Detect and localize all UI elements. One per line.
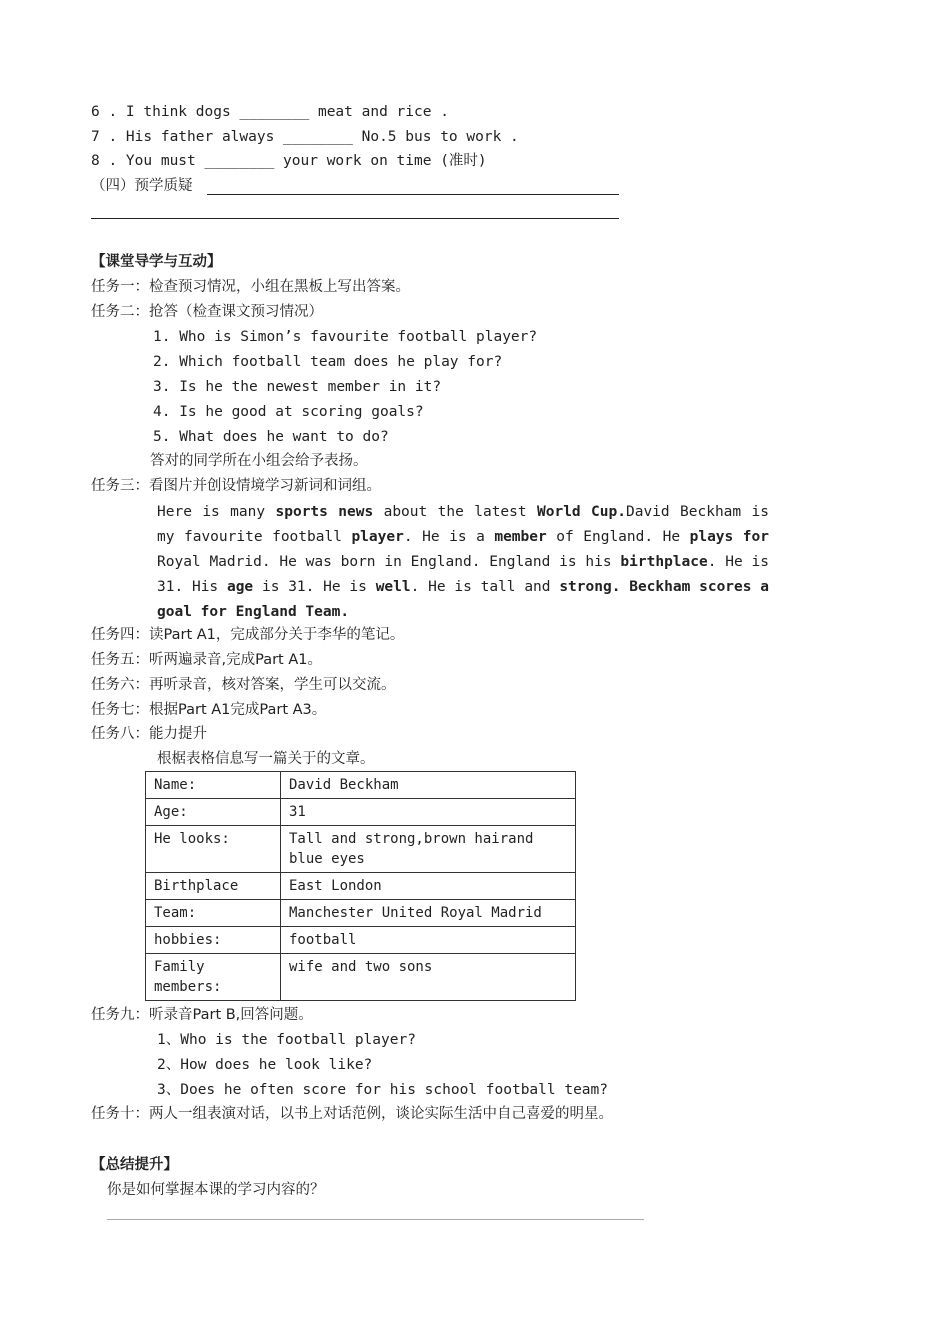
table-row xyxy=(146,954,576,1001)
task-5: 任务五：听两遍录音,完成Part A1。 xyxy=(91,652,322,668)
paragraph-text: about the latest xyxy=(373,504,538,520)
key-phrase: Beckham scores a goal for England Team. xyxy=(157,579,770,620)
table-key: Family members: xyxy=(146,954,281,1001)
exercise-6: 6 . I think dogs ________ meat and rice . xyxy=(91,104,449,120)
paragraph-text xyxy=(620,579,629,595)
table-key: hobbies: xyxy=(146,927,281,954)
task-10: 任务十：两人一组表演对话，以书上对话范例，谈论实际生活中自己喜爱的明星。 xyxy=(91,1106,613,1122)
task-9: 任务九：听录音Part B,回答问题。 xyxy=(91,1007,313,1023)
key-phrase: member xyxy=(494,529,547,545)
answer-line xyxy=(91,218,619,219)
table-row xyxy=(146,826,576,873)
key-phrase: strong. xyxy=(559,579,621,595)
paragraph-text: Here is many xyxy=(157,504,276,520)
class-section-title: 【课堂导学与互动】 xyxy=(91,254,222,270)
key-phrase: player xyxy=(351,529,404,545)
key-phrase: age xyxy=(226,579,254,595)
key-phrase: birthplace xyxy=(620,554,708,570)
paragraph-text: of England. He xyxy=(546,529,690,545)
task2-question: 2. Which football team does he play for? xyxy=(153,354,503,370)
table-value: 31 xyxy=(281,799,576,826)
paragraph-text: . He is 31. His xyxy=(157,554,769,595)
info-table xyxy=(145,771,576,1001)
table-key: Birthplace xyxy=(146,873,281,900)
task2-question: 4. Is he good at scoring goals? xyxy=(153,404,424,420)
summary-title: 【总结提升】 xyxy=(91,1157,178,1173)
key-phrase: well xyxy=(375,579,411,595)
task-2: 任务二：抢答（检查课文预习情况） xyxy=(91,304,323,320)
task2-question: 3. Is he the newest member in it? xyxy=(153,379,442,395)
paragraph-text: . He is tall and xyxy=(410,579,560,595)
table-row xyxy=(146,900,576,927)
table-value: Manchester United Royal Madrid xyxy=(281,900,576,927)
table-key: He looks: xyxy=(146,826,281,873)
table-value: football xyxy=(281,927,576,954)
table-row xyxy=(146,873,576,900)
answer-line xyxy=(207,194,619,195)
task9-question: 3、Does he often score for his school football team? xyxy=(157,1082,608,1098)
task-3: 任务三：看图片并创设情境学习新词和词组。 xyxy=(91,478,381,494)
task-4: 任务四：读Part A1，完成部分关于李华的笔记。 xyxy=(91,627,405,643)
paragraph-text: David Beckham is my favourite football xyxy=(157,504,769,545)
task-1: 任务一：检查预习情况，小组在黑板上写出答案。 xyxy=(91,279,410,295)
summary-question: 你是如何掌握本课的学习内容的？ xyxy=(107,1182,325,1198)
paragraph-text: Royal Madrid. He was born in England. England is his xyxy=(157,554,621,570)
table-key: Team: xyxy=(146,900,281,927)
key-phrase: plays for xyxy=(689,529,769,545)
table-value: East London xyxy=(281,873,576,900)
task3-paragraph xyxy=(157,500,769,625)
task2-note: 答对的同学所在小组会给予表扬。 xyxy=(150,453,368,469)
task2-question: 5. What does he want to do? xyxy=(153,429,389,445)
task9-question: 2、How does he look like? xyxy=(157,1057,373,1073)
answer-line xyxy=(107,1219,644,1220)
table-row xyxy=(146,799,576,826)
task-6: 任务六：再听录音，核对答案，学生可以交流。 xyxy=(91,677,396,693)
task9-question: 1、Who is the football player? xyxy=(157,1032,416,1048)
paragraph-text: is 31. He is xyxy=(253,579,376,595)
key-phrase: World Cup. xyxy=(537,504,626,520)
task8-instruction: 根椐表格信息写一篇关于的文章。 xyxy=(157,751,375,767)
exercise-7: 7 . His father always ________ No.5 bus to work . xyxy=(91,129,519,145)
table-value: Tall and strong,brown hairand blue eyes xyxy=(281,826,576,873)
key-phrase: sports news xyxy=(275,504,374,520)
table-key: Age: xyxy=(146,799,281,826)
paragraph-text: . He is a xyxy=(403,529,495,545)
table-row xyxy=(146,927,576,954)
task2-question: 1. Who is Simon’s favourite football player? xyxy=(153,329,538,345)
preview-question-label: （四）预学质疑 xyxy=(91,178,193,194)
task-8: 任务八：能力提升 xyxy=(91,726,207,742)
table-value: David Beckham xyxy=(281,772,576,799)
exercise-8: 8 . You must ________ your work on time (准时) xyxy=(91,153,487,169)
table-value: wife and two sons xyxy=(281,954,576,1001)
task-7: 任务七：根据Part A1完成Part A3。 xyxy=(91,702,327,718)
table-key: Name: xyxy=(146,772,281,799)
table-row xyxy=(146,772,576,799)
